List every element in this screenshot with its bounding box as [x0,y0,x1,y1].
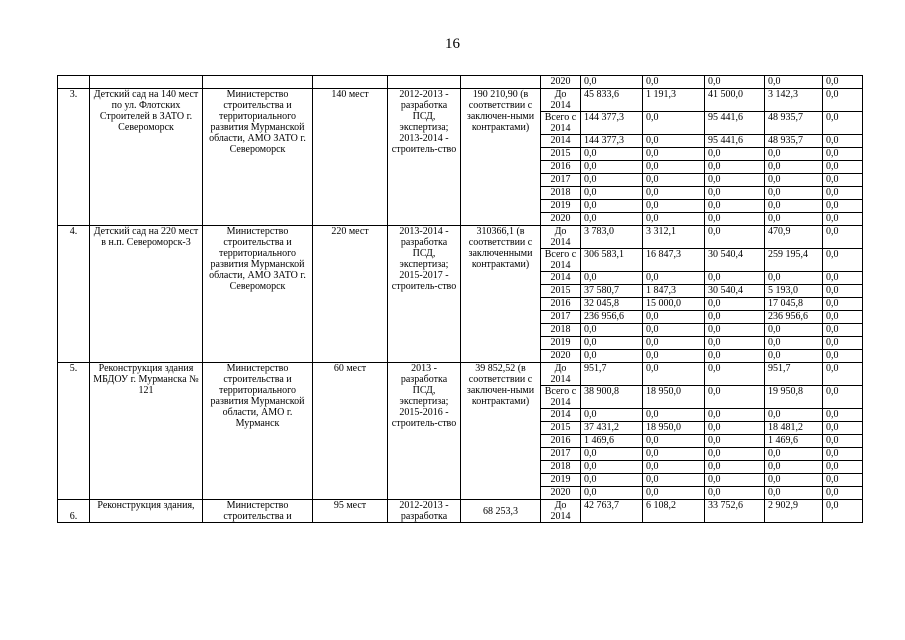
value-cell: 0,0 [705,213,765,226]
value-cell: 0,0 [823,350,863,363]
value-cell: 5 193,0 [765,285,823,298]
page-number: 16 [445,36,460,52]
value-cell: 0,0 [823,272,863,285]
year-cell: 2018 [541,187,581,200]
value-cell: 48 935,7 [765,112,823,135]
entry-customer: Министерство строительства и территориального развития Мурманской области, АМО ЗАТО г. Североморск [203,226,313,363]
value-cell: 6 108,2 [643,500,705,523]
year-cell: 2017 [541,311,581,324]
value-cell: 0,0 [823,174,863,187]
entry-number: 6. [58,500,90,523]
year-cell: 2018 [541,461,581,474]
empty-cell [90,76,203,89]
entry-cost: 310366,1 (в соответствии с заключенными контрактами) [461,226,541,363]
entry-customer: Министерство строительства и [203,500,313,523]
value-cell: 1 469,6 [765,435,823,448]
value-cell: 0,0 [705,435,765,448]
value-cell: 0,0 [823,461,863,474]
value-cell: 37 580,7 [581,285,643,298]
value-cell: 0,0 [765,487,823,500]
value-cell: 0,0 [705,422,765,435]
value-cell: 0,0 [643,174,705,187]
value-cell: 0,0 [765,174,823,187]
value-cell: 0,0 [765,350,823,363]
value-cell: 0,0 [765,200,823,213]
value-cell: 0,0 [823,311,863,324]
value-cell: 0,0 [823,76,863,89]
value-cell: 17 045,8 [765,298,823,311]
value-cell: 0,0 [581,200,643,213]
value-cell: 0,0 [823,474,863,487]
value-cell: 0,0 [823,148,863,161]
value-cell: 41 500,0 [705,89,765,112]
value-cell: 0,0 [823,226,863,249]
value-cell: 236 956,6 [581,311,643,324]
value-cell: 0,0 [705,324,765,337]
empty-cell [58,76,90,89]
value-cell: 0,0 [581,76,643,89]
value-cell: 0,0 [765,213,823,226]
entry-capacity: 95 мест [313,500,388,523]
value-cell: 951,7 [765,363,823,386]
value-cell: 0,0 [765,448,823,461]
entry-period: 2013 - разработка ПСД, экспертиза; 2015-2016 - строитель-ство [388,363,461,500]
entry-period: 2013-2014 - разработка ПСД, экспертиза; 2015-2017 - строитель-ство [388,226,461,363]
value-cell: 3 783,0 [581,226,643,249]
value-cell: 1 847,3 [643,285,705,298]
value-cell: 0,0 [705,474,765,487]
value-cell: 0,0 [643,487,705,500]
value-cell: 0,0 [705,448,765,461]
value-cell: 0,0 [705,200,765,213]
value-cell: 0,0 [581,461,643,474]
value-cell: 18 950,0 [643,386,705,409]
value-cell: 0,0 [643,200,705,213]
value-cell: 0,0 [581,337,643,350]
value-cell: 0,0 [705,174,765,187]
value-cell: 0,0 [581,350,643,363]
value-cell: 0,0 [581,187,643,200]
value-cell: 0,0 [643,363,705,386]
value-cell: 0,0 [705,161,765,174]
year-cell: 2019 [541,337,581,350]
value-cell: 0,0 [823,487,863,500]
entry-number: 5. [58,363,90,500]
value-cell: 0,0 [643,324,705,337]
year-cell: 2020 [541,213,581,226]
year-cell: 2016 [541,435,581,448]
value-cell: 0,0 [765,272,823,285]
value-cell: 0,0 [705,363,765,386]
value-cell: 0,0 [581,324,643,337]
value-cell: 16 847,3 [643,249,705,272]
value-cell: 951,7 [581,363,643,386]
table-row [58,89,863,112]
value-cell: 0,0 [823,249,863,272]
entry-number: 4. [58,226,90,363]
value-cell: 3 142,3 [765,89,823,112]
value-cell: 0,0 [643,135,705,148]
year-cell: 2015 [541,285,581,298]
value-cell: 0,0 [643,435,705,448]
value-cell: 0,0 [823,337,863,350]
entry-name: Детский сад на 140 мест по ул. Флотских Строителей в ЗАТО г. Североморск [90,89,203,226]
value-cell: 0,0 [705,461,765,474]
value-cell: 30 540,4 [705,249,765,272]
value-cell: 0,0 [643,337,705,350]
value-cell: 0,0 [705,148,765,161]
entry-period: 2012-2013 - разработка ПСД, экспертиза; 2013-2014 - строитель-ство [388,89,461,226]
value-cell: 0,0 [765,409,823,422]
value-cell: 95 441,6 [705,135,765,148]
year-cell: 2018 [541,324,581,337]
value-cell: 0,0 [765,161,823,174]
value-cell: 30 540,4 [705,285,765,298]
value-cell: 0,0 [643,272,705,285]
value-cell: 0,0 [823,448,863,461]
value-cell: 144 377,3 [581,112,643,135]
entry-customer: Министерство строительства и территориального развития Мурманской области, АМО г. Мурманск [203,363,313,500]
value-cell: 0,0 [581,474,643,487]
value-cell: 0,0 [823,285,863,298]
value-cell: 3 312,1 [643,226,705,249]
year-cell: Всего с 2014 [541,112,581,135]
value-cell: 0,0 [823,409,863,422]
value-cell: 33 752,6 [705,500,765,523]
table-row [58,500,863,523]
entry-customer: Министерство строительства и территориального развития Мурманской области, АМО ЗАТО г. Североморск [203,89,313,226]
entry-name: Детский сад на 220 мест в н.п. Североморск-3 [90,226,203,363]
table-row [58,76,863,89]
value-cell: 0,0 [643,448,705,461]
value-cell: 0,0 [643,161,705,174]
year-cell: До 2014 [541,363,581,386]
value-cell: 236 956,6 [765,311,823,324]
value-cell: 0,0 [705,409,765,422]
table-row [58,363,863,386]
empty-cell [461,76,541,89]
value-cell: 259 195,4 [765,249,823,272]
value-cell: 32 045,8 [581,298,643,311]
entry-capacity: 140 мест [313,89,388,226]
year-cell: 2015 [541,148,581,161]
value-cell: 0,0 [643,311,705,324]
value-cell: 0,0 [581,213,643,226]
year-cell: 2014 [541,409,581,422]
value-cell: 19 950,8 [765,386,823,409]
value-cell: 0,0 [823,298,863,311]
value-cell: 0,0 [823,112,863,135]
year-cell: 2016 [541,161,581,174]
value-cell: 306 583,1 [581,249,643,272]
value-cell: 15 000,0 [643,298,705,311]
value-cell: 0,0 [705,337,765,350]
entry-period: 2012-2013 - разработка [388,500,461,523]
value-cell: 0,0 [705,226,765,249]
entry-number: 3. [58,89,90,226]
entry-capacity: 220 мест [313,226,388,363]
value-cell: 0,0 [765,474,823,487]
value-cell: 38 900,8 [581,386,643,409]
value-cell: 1 191,3 [643,89,705,112]
value-cell: 0,0 [705,298,765,311]
value-cell: 0,0 [705,76,765,89]
value-cell: 0,0 [765,461,823,474]
value-cell: 0,0 [765,187,823,200]
year-cell: 2014 [541,272,581,285]
year-cell: 2019 [541,200,581,213]
value-cell: 0,0 [643,187,705,200]
value-cell: 18 481,2 [765,422,823,435]
value-cell: 95 441,6 [705,112,765,135]
value-cell: 0,0 [705,272,765,285]
year-cell: 2015 [541,422,581,435]
empty-cell [203,76,313,89]
year-cell: 2020 [541,350,581,363]
value-cell: 0,0 [823,500,863,523]
value-cell: 42 763,7 [581,500,643,523]
value-cell: 0,0 [643,148,705,161]
entry-capacity: 60 мест [313,363,388,500]
value-cell: 0,0 [705,350,765,363]
value-cell: 144 377,3 [581,135,643,148]
value-cell: 0,0 [705,187,765,200]
entry-cost: 190 210,90 (в соответствии с заключен-ными контрактами) [461,89,541,226]
year-cell: 2016 [541,298,581,311]
value-cell: 0,0 [823,161,863,174]
value-cell: 0,0 [581,148,643,161]
year-cell: Всего с 2014 [541,386,581,409]
value-cell: 0,0 [581,272,643,285]
value-cell: 0,0 [823,324,863,337]
value-cell: 0,0 [765,76,823,89]
value-cell: 0,0 [765,337,823,350]
value-cell: 0,0 [823,435,863,448]
value-cell: 470,9 [765,226,823,249]
value-cell: 0,0 [705,386,765,409]
year-cell: 2017 [541,174,581,187]
value-cell: 0,0 [705,311,765,324]
entry-name: Реконструкция здания МБДОУ г. Мурманска № 121 [90,363,203,500]
table-row [58,226,863,249]
year-cell: 2014 [541,135,581,148]
value-cell: 0,0 [705,487,765,500]
empty-cell [388,76,461,89]
value-cell: 48 935,7 [765,135,823,148]
value-cell: 0,0 [581,409,643,422]
value-cell: 0,0 [643,350,705,363]
value-cell: 0,0 [581,487,643,500]
entry-name: Реконструкция здания, [90,500,203,523]
year-cell: 2019 [541,474,581,487]
year-cell: До 2014 [541,89,581,112]
year-cell: Всего с 2014 [541,249,581,272]
value-cell: 0,0 [643,461,705,474]
value-cell: 0,0 [643,112,705,135]
value-cell: 37 431,2 [581,422,643,435]
program-table [57,75,863,523]
entry-cost: 68 253,3 [461,500,541,523]
value-cell: 0,0 [823,386,863,409]
value-cell: 0,0 [823,89,863,112]
year-cell: 2020 [541,487,581,500]
value-cell: 0,0 [823,213,863,226]
value-cell: 0,0 [823,135,863,148]
value-cell: 0,0 [823,187,863,200]
value-cell: 0,0 [581,448,643,461]
year-cell: До 2014 [541,226,581,249]
entry-cost: 39 852,52 (в соответствии с заключен-ными контрактами) [461,363,541,500]
value-cell: 0,0 [643,213,705,226]
value-cell: 0,0 [643,474,705,487]
value-cell: 0,0 [643,409,705,422]
empty-cell [313,76,388,89]
value-cell: 1 469,6 [581,435,643,448]
value-cell: 0,0 [643,76,705,89]
value-cell: 2 902,9 [765,500,823,523]
value-cell: 0,0 [581,174,643,187]
value-cell: 0,0 [765,148,823,161]
value-cell: 0,0 [823,200,863,213]
year-cell: 2020 [541,76,581,89]
value-cell: 0,0 [823,363,863,386]
value-cell: 18 950,0 [643,422,705,435]
value-cell: 45 833,6 [581,89,643,112]
year-cell: До 2014 [541,500,581,523]
year-cell: 2017 [541,448,581,461]
value-cell: 0,0 [765,324,823,337]
value-cell: 0,0 [823,422,863,435]
value-cell: 0,0 [581,161,643,174]
